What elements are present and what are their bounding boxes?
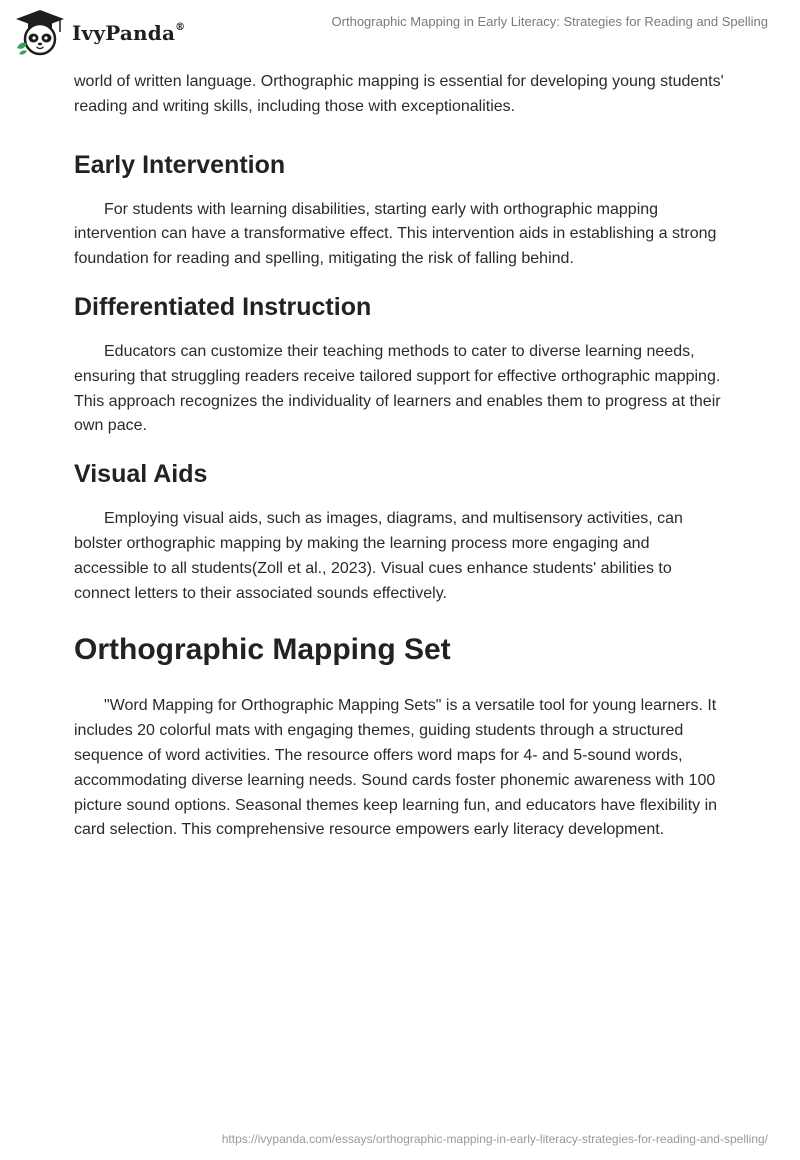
registered-mark: ®	[175, 22, 186, 34]
section-paragraph-differentiated-instruction: Educators can customize their teaching methods to cater to diverse learning needs, ensuring that struggling readers receive tailored support for effective orthographic mapping. This approach recognizes the individuality of learners and enables them to progress at their own pace.	[74, 342, 721, 435]
section-paragraph-orthographic-mapping-set: "Word Mapping for Orthographic Mapping Sets" is a versatile tool for young learners. It includes 20 colorful mats with engaging themes, guiding students through a structured sequence of word activities. The resource offers word maps for 4- and 5-sound words, accommodating diverse learning needs. Sound cards foster phonemic awareness with 100 picture sound options. Seasonal themes keep learning fun, and educators have flexibility in card selection. This comprehensive resource empowers early literacy development.	[74, 697, 718, 839]
intro-continuation-paragraph: world of written language. Orthographic mapping is essential for developing young students' reading and writing skills, including those with exceptionalities.	[74, 73, 724, 115]
brand-name	[72, 21, 185, 45]
section-paragraph-visual-aids: Employing visual aids, such as images, diagrams, and multisensory activities, can bolster orthographic mapping by making the learning process more engaging and accessible to all students(Zoll et al., 2023). Visual cues enhance students' abilities to connect letters to their associated sounds effectively.	[74, 510, 683, 602]
section-paragraph-early-intervention: For students with learning disabilities, starting early with orthographic mapping intervention can have a transformative effect. This intervention aids in establishing a strong foundation for reading and spelling, mitigating the risk of falling behind.	[74, 200, 717, 268]
source-url-link[interactable]: https://ivypanda.com/essays/orthographic-mapping-in-early-literacy-strategies-for-reading-and-spelling/	[221, 1132, 768, 1146]
page-header	[0, 0, 800, 64]
ivypanda-logo[interactable]	[14, 8, 185, 56]
section-heading-visual-aids: Visual Aids	[74, 460, 208, 489]
section-heading-early-intervention: Early Intervention	[74, 150, 286, 179]
brand-name-text: IvyPanda	[72, 21, 176, 45]
essay-content	[74, 70, 724, 843]
section-heading-orthographic-mapping-set: Orthographic Mapping Set	[74, 633, 451, 667]
section-heading-differentiated-instruction: Differentiated Instruction	[74, 292, 372, 321]
panda-graduate-icon	[14, 8, 66, 56]
document-title: Orthographic Mapping in Early Literacy: Strategies for Reading and Spelling	[331, 14, 768, 29]
